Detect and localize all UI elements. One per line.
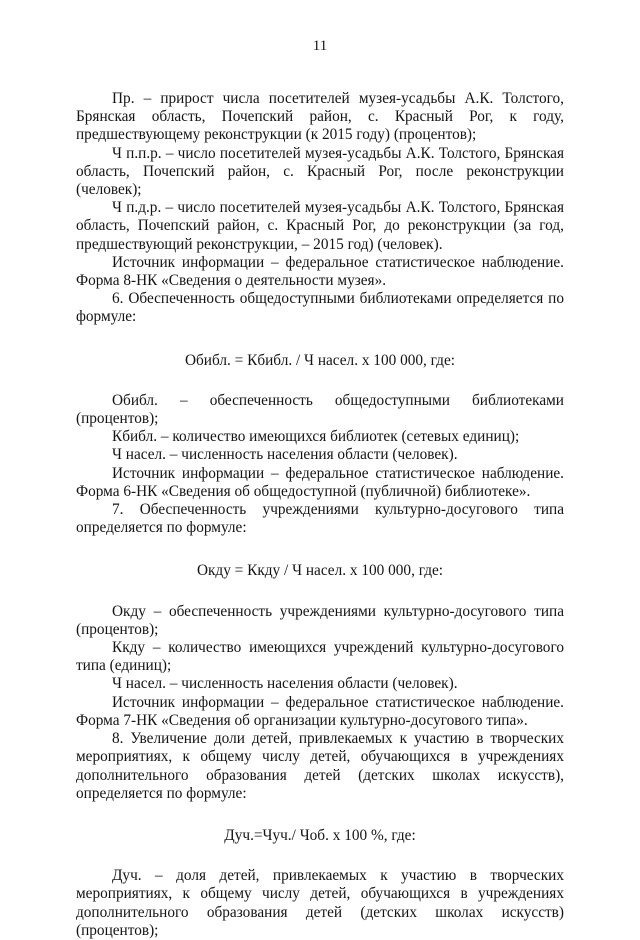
document-body <box>76 90 564 940</box>
source-libraries: Источник информации – федеральное статистическое наблюдение. Форма 6-НК «Сведения об общедоступной (публичной) библиотеке». <box>76 464 564 500</box>
definition-ch-pdr: Ч п.д.р. – число посетителей музея-усадьбы А.К. Толстого, Брянская область, Почепский район, с. Красный Рог, до реконструкции (за год, предшествующий реконструкции, – 2015 год) (человек). <box>76 199 564 253</box>
definition-kbibl: Кбибл. – количество имеющихся библиотек (сетевых единиц); <box>112 428 520 446</box>
item-8-heading: 8. Увеличение доли детей, привлекаемых к участию в творческих мероприятиях, к общему числу детей, обучающихся в учреждениях дополнительного образования детей (детских школах искусств), определяется по формуле: <box>76 730 564 802</box>
formula-children: Дуч.=Чуч./ Чоб. х 100 %, где: <box>224 826 416 844</box>
definition-ch-ppr: Ч п.п.р. – число посетителей музея-усадьбы А.К. Толстого, Брянская область, Почепский район, с. Красный Рог, после реконструкции (человек); <box>76 144 564 199</box>
definition-okdu: Окду – обеспеченность учреждениями культурно-досугового типа (процентов); <box>76 602 564 638</box>
definition-ch-nasel-2: Ч насел. – численность населения области (человек). <box>112 675 458 693</box>
definition-kkdu: Ккду – количество имеющихся учреждений культурно-досугового типа (единиц); <box>76 639 564 675</box>
source-museum: Источник информации – федеральное статистическое наблюдение. Форма 8-НК «Сведения о деятельности музея». <box>76 253 564 290</box>
source-cultural: Источник информации – федеральное статистическое наблюдение. Форма 7-НК «Сведения об организации культурно-досугового типа». <box>76 693 564 729</box>
definition-obibl: Обибл. – обеспеченность общедоступными библиотеками (процентов); <box>76 391 564 428</box>
definition-pr: Пр. – прирост числа посетителей музея-усадьбы А.К. Толстого, Брянская область, Почепский район, с. Красный Рог, к году, предшествующему реконструкции (к 2015 году) (процентов); <box>76 90 564 144</box>
item-6-heading: 6. Обеспеченность общедоступными библиотеками определяется по формуле: <box>76 290 564 326</box>
definition-duch: Дуч. – доля детей, привлекаемых к участию в творческих мероприятиях, к общему числу детей, обучающихся в учреждениях дополнительного образования детей (детских школах искусств) (процентов); <box>76 867 564 939</box>
formula-libraries: Обибл. = Кбибл. / Ч насел. х 100 000, где: <box>184 351 456 369</box>
page-number: 11 <box>312 38 328 54</box>
formula-cultural: Окду = Ккду / Ч насел. х 100 000, где: <box>196 562 444 580</box>
item-7-heading: 7. Обеспеченность учреждениями культурно-досугового типа определяется по формуле: <box>76 501 564 537</box>
definition-ch-nasel-1: Ч насел. – численность населения области (человек). <box>112 446 458 464</box>
